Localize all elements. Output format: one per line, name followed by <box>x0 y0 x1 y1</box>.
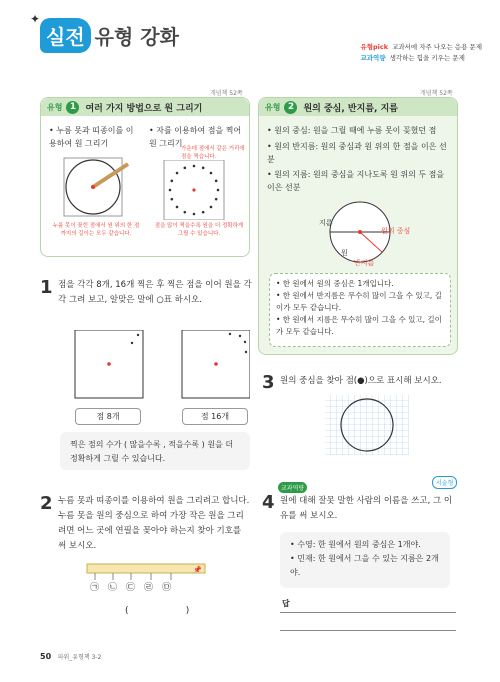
type2-header <box>259 98 457 116</box>
question-number: 4 <box>262 492 275 513</box>
guide-dot <box>193 213 196 216</box>
choice-3[interactable]: ㉢ <box>126 583 136 593</box>
page-ref: 개념책 52쪽 <box>210 90 243 97</box>
page-ref: 개념책 52쪽 <box>420 90 453 97</box>
question-2-text: 누름 못과 띠종이를 이용하여 원을 그리려고 합니다. 누름 못을 원의 중심으로 하여 가장 작은 원을 그리려면 어느 곳에 연필을 꽂아야 하는지 찾아 기호를 써 보시오. <box>58 496 250 551</box>
answer-line-1[interactable] <box>280 612 456 613</box>
guide-dot <box>215 180 218 183</box>
guide-dot <box>210 206 213 209</box>
title-badge: 실전 <box>40 18 91 53</box>
type-chip: 유형 <box>265 102 281 112</box>
caption-dots: 점을 많이 찍을수록 원을 더 정확하게 그릴 수 있습니다. <box>154 223 244 237</box>
competency-tag: 교과역량 <box>278 482 307 493</box>
type2-box <box>258 97 458 355</box>
guide-dot <box>202 211 205 214</box>
page-number: 50 <box>40 652 52 661</box>
answer-label: 답 <box>282 599 290 608</box>
guide-dot <box>217 189 220 192</box>
type-title: 원의 중심, 반지름, 지름 <box>303 103 398 114</box>
label-8-dots: 점 8개 <box>75 408 141 425</box>
ruler-tip: 가운데 점에서 같은 거리에 점을 찍습니다. <box>181 146 245 160</box>
answer-blank[interactable]: ( ) <box>125 606 190 616</box>
legend-text: 생각하는 힘을 키우는 문제 <box>389 54 465 62</box>
footer <box>40 652 101 661</box>
prop-line: • 한 원에서 원의 중심은 1개입니다. <box>276 279 394 288</box>
q4-dialog-box <box>280 532 450 588</box>
guide-dot <box>171 198 174 201</box>
choice-2[interactable]: ㉡ <box>108 583 118 593</box>
def-diameter: • 원의 지름: 원의 중심을 지나도록 원 위의 두 점을 이은 선분 <box>267 170 445 192</box>
legend-tag-pick: 유형pick <box>360 43 389 51</box>
guide-dot <box>184 211 187 214</box>
question-4-text: 원에 대해 잘못 말한 사람의 이름을 쓰고, 그 이유를 써 보시오. <box>280 496 453 521</box>
guide-dot <box>202 167 205 170</box>
choice-1[interactable]: ㉠ <box>90 583 100 593</box>
title-text: 유형 강화 <box>94 25 179 49</box>
book-name: 파워_유형책 3-2 <box>57 654 102 661</box>
type1-header <box>41 98 249 116</box>
label-16-dots: 점 16개 <box>182 408 248 425</box>
question-1-text: 점을 각각 8개, 16개 찍은 후 찍은 점을 이어 원을 각각 그려 보고, 알맞은 말에 ○표 하시오. <box>58 280 252 305</box>
grid-circle[interactable] <box>325 395 409 455</box>
guide-dot <box>169 189 172 192</box>
type-title: 여러 가지 방법으로 원 그리기 <box>85 103 203 114</box>
bullet-ruler: • 자를 이용하여 점을 찍어 원 그리기 <box>149 126 242 148</box>
label-diameter: 지름 <box>319 219 333 227</box>
q1-answer-box[interactable]: 찍은 점의 수가 ( 많을수록 , 적을수록 ) 원을 더 정확하게 그릴 수 있습니다. <box>60 432 250 470</box>
question-number: 3 <box>262 372 275 393</box>
question-number: 2 <box>40 493 53 514</box>
guide-dot <box>171 180 174 183</box>
guide-dot <box>176 206 179 209</box>
guide-dot <box>193 165 196 168</box>
guide-dot <box>176 172 179 175</box>
bullet-pin: • 누름 못과 띠종이를 이용하여 원 그리기 <box>49 126 134 148</box>
label-circle: 원 <box>341 249 348 257</box>
dot-circle-illustration <box>156 160 236 220</box>
svg-text:📌: 📌 <box>193 566 202 574</box>
choice-labels <box>90 580 171 593</box>
prop-line: • 한 원에서 지름은 무수히 많이 그을 수 있고, 길이가 모두 같습니다. <box>276 315 442 336</box>
prop-line: • 한 원에서 반지름은 무수히 많이 그을 수 있고, 길이가 모두 같습니다. <box>276 291 442 312</box>
props-box <box>269 273 451 347</box>
label-center: 원의 중심 <box>381 227 411 235</box>
dialog-line: • 민재: 한 원에서 그을 수 있는 지름은 2개야. <box>290 554 439 577</box>
def-center: • 원의 중심: 원을 그릴 때에 누름 못이 꽂혔던 점 <box>267 126 437 135</box>
type-number: 2 <box>284 101 297 114</box>
page-title <box>40 18 179 53</box>
question-number: 1 <box>40 277 53 298</box>
choice-5[interactable]: ㉤ <box>162 583 172 593</box>
question-3-text: 원의 중심을 찾아 점(●)으로 표시해 보시오. <box>280 376 442 386</box>
def-radius: • 원의 반지름: 원의 중심과 원 위의 한 점을 이은 선분 <box>267 142 447 164</box>
type1-box <box>40 97 250 257</box>
legend-text: 교과서에 자주 나오는 응용 문제 <box>392 43 482 51</box>
essay-tag: 서술형 <box>432 476 457 489</box>
sparkle-icon: ✦ <box>30 12 41 26</box>
legend-tag-competency: 교과역량 <box>360 54 386 62</box>
answer-line-2[interactable] <box>280 630 456 631</box>
dialog-line: • 수영: 한 원에서 원의 중심은 1개야. <box>290 540 421 549</box>
type-chip: 유형 <box>47 102 63 112</box>
guide-dot <box>210 172 213 175</box>
caption-pin: 누름 못이 꽂힌 점에서 원 위의 한 점까지의 길이는 모두 같습니다. <box>52 223 140 237</box>
q1-grids <box>70 330 250 400</box>
type-number: 1 <box>66 101 79 114</box>
choice-4[interactable]: ㉣ <box>144 583 154 593</box>
header-legend <box>360 42 482 64</box>
pin-circle-illustration <box>56 156 146 218</box>
label-radius: 반지름 <box>354 259 375 267</box>
guide-dot <box>215 198 218 201</box>
guide-dot <box>184 167 187 170</box>
